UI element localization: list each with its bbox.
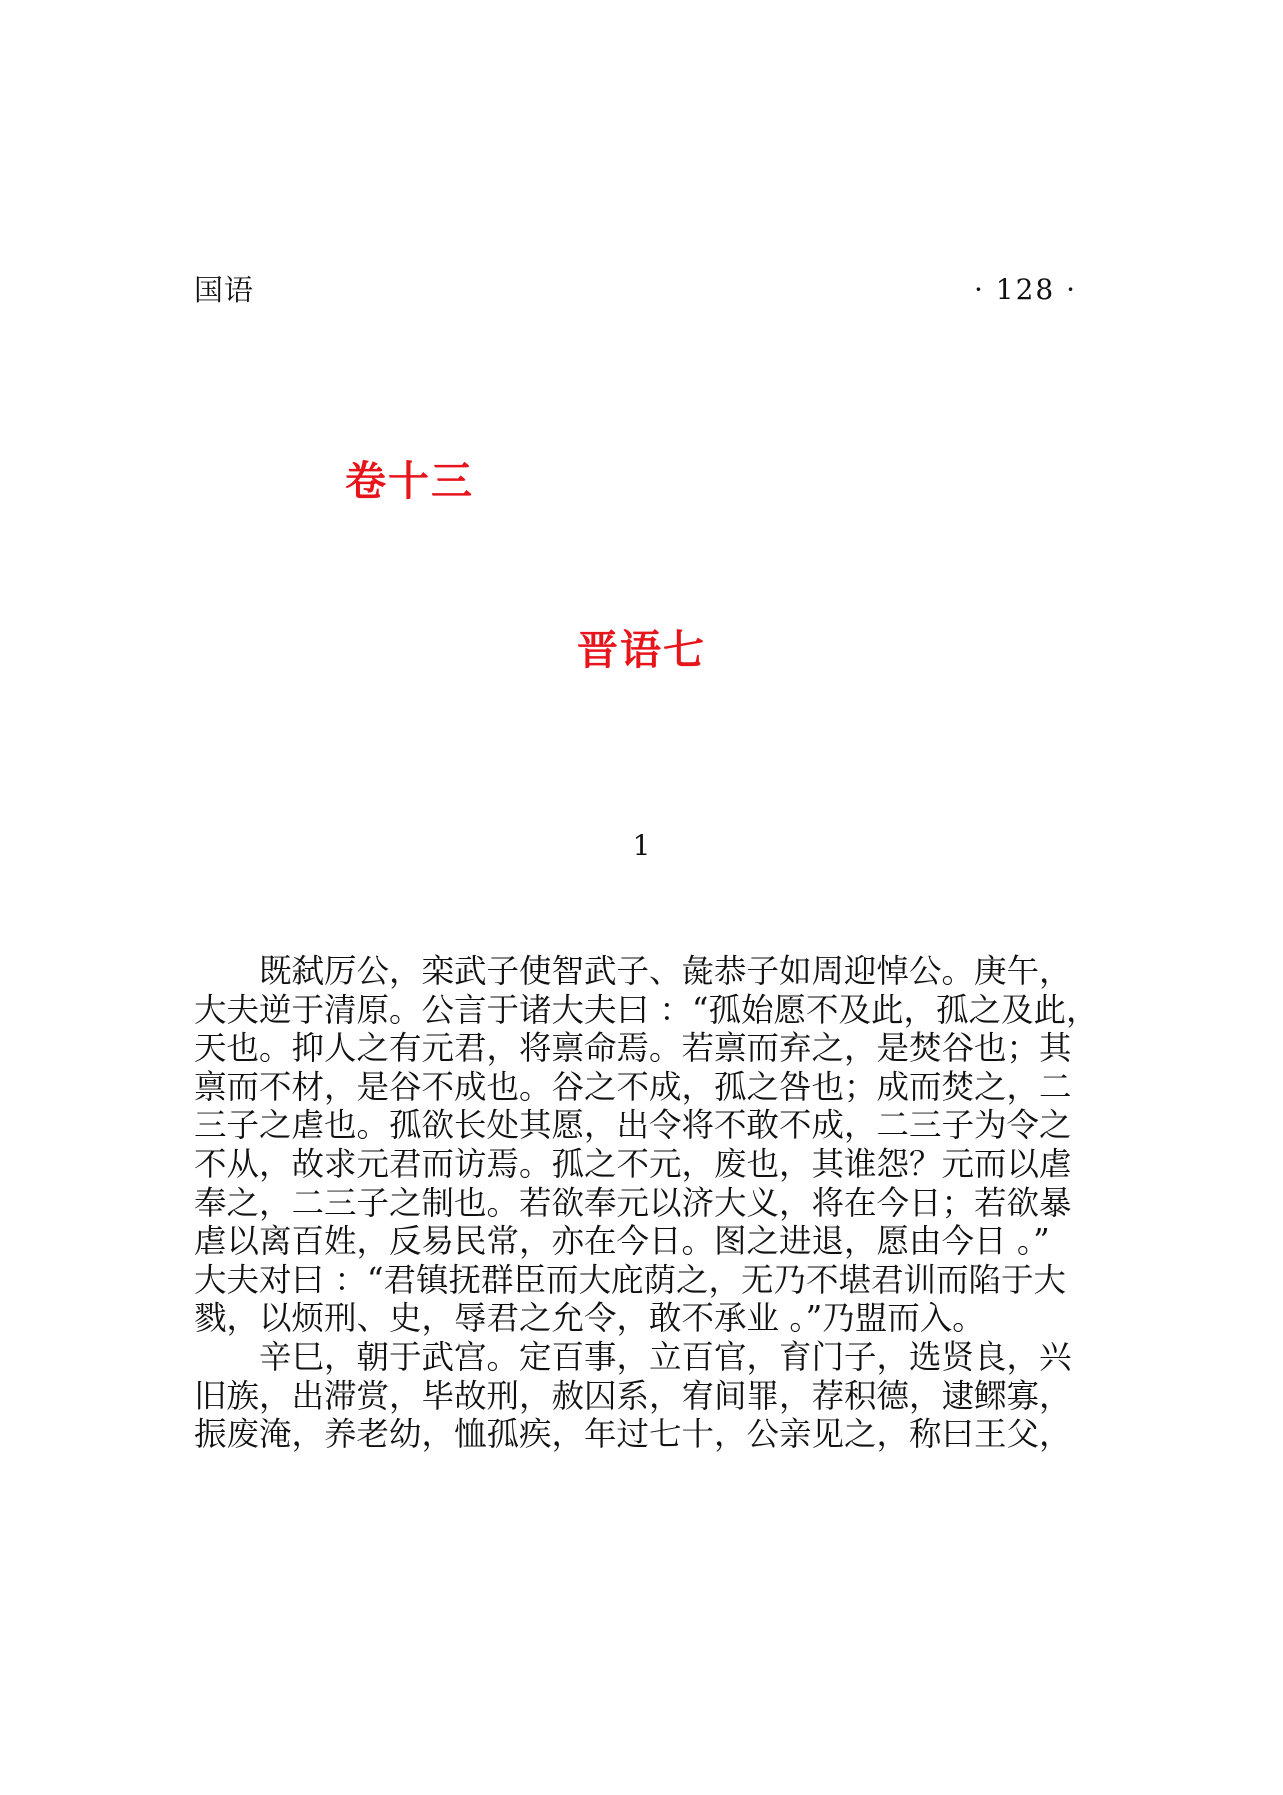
body-text (194, 952, 1099, 1454)
body-line: 三子之虐也。孤欲长处其愿，出令将不敢不成，二三子为令之 (194, 1106, 1072, 1145)
page-number: · 128 · (974, 273, 1078, 306)
body-line: 辛巳，朝于武宫。定百事，立百官，育门子，选贤良，兴 (194, 1337, 1072, 1376)
section-number: 1 (632, 829, 651, 862)
body-line: 禀而不材，是谷不成也。谷之不成，孤之咎也；成而焚之，二 (194, 1067, 1072, 1106)
body-line: 不从，故求元君而访焉。孤之不元，废也，其谁怨？元而以虐 (194, 1144, 1072, 1183)
chapter-heading: 晋语七 (577, 626, 706, 674)
body-line: 天也。抑人之有元君，将禀命焉。若禀而弃之，是焚谷也；其 (194, 1029, 1072, 1068)
body-line: 虐以离百姓，反易民常，亦在今日。图之进退，愿由今日 。” (194, 1222, 1050, 1261)
running-title: 国语 (194, 273, 255, 307)
body-line: 大夫逆于清原。公言于诸大夫曰 ：“孤始愿不及此，孤之及此， (194, 990, 1099, 1029)
body-line: 振废淹，养老幼，恤孤疾，年过七十，公亲见之，称曰王父， (194, 1415, 1072, 1454)
body-line: 大夫对曰 ：“君镇抚群臣而大庇荫之，无乃不堪君训而陷于大 (194, 1260, 1066, 1299)
body-line: 既弑厉公，栾武子使智武子、彘恭子如周迎悼公。庚午， (194, 952, 1072, 990)
body-line: 戮，以烦刑、史，辱君之允令，敢不承业 。”乃盟而入。 (194, 1299, 985, 1338)
body-line: 旧族，出滞赏，毕故刑，赦囚系，宥间罪，荐积德，逮鳏寡， (194, 1376, 1072, 1415)
body-line: 奉之，二三子之制也。若欲奉元以济大义，将在今日；若欲暴 (194, 1183, 1072, 1222)
volume-heading: 卷十三 (345, 457, 474, 505)
